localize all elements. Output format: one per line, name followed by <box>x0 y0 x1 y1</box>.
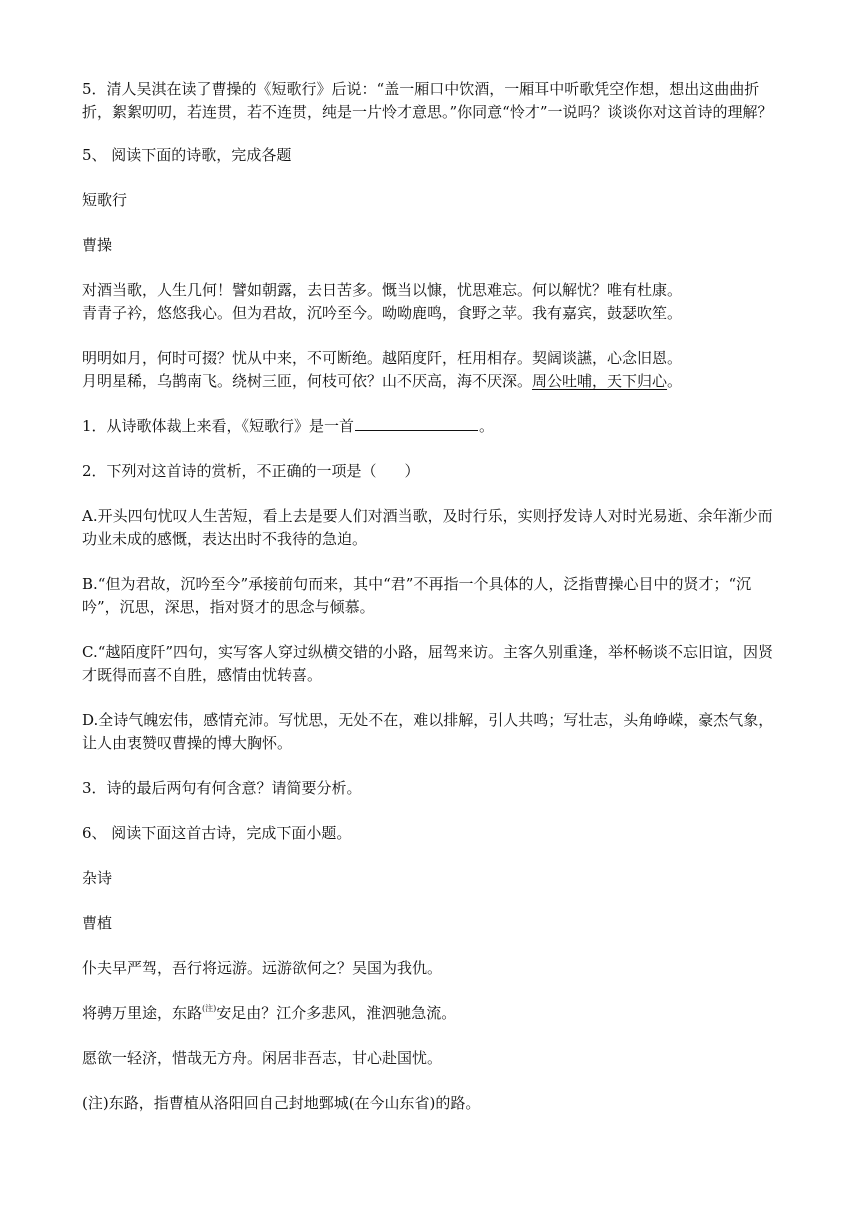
question-1-text: 1．从诗歌体裁上来看，《短歌行》是一首 <box>82 417 355 435</box>
poem-2-line-2 <box>82 1002 782 1025</box>
section-6-heading: 6、 阅读下面这首古诗，完成下面小题。 <box>82 824 352 842</box>
poem-stanza-2-line-1: 明明如月，何时可掇？忧从中来，不可断绝。越陌度阡，枉用相存。契阔谈讌，心念旧恩。 <box>82 349 683 367</box>
poem-stanza-2-line-2 <box>82 370 782 393</box>
underlined-phrase: 周公吐哺，天下归心 <box>532 372 668 390</box>
footnote-marker: (注) <box>202 1004 217 1013</box>
question-5-intro: 5．清人吴淇在读了曹操的《短歌行》后说：“盖一厢口中饮酒，一厢耳中听歌凭空作想，想出这曲曲折折，絮絮叨叨，若连贯，若不连贯，纯是一片怜才意思。”你同意“怜才”一说吗？谈谈你对这首诗的理解？ <box>82 80 773 121</box>
poem-2-line-1: 仆夫早严驾，吾行将远游。远游欲何之？吴国为我仇。 <box>82 959 443 977</box>
question-2-text: 2．下列对这首诗的赏析，不正确的一项是（ <box>82 462 377 480</box>
option-a: A.开头四句忧叹人生苦短，看上去是要人们对酒当歌，及时行乐，实则抒发诗人对时光易逝、余年渐少而功业未成的感慨，表达出时不我待的急迫。 <box>82 507 773 548</box>
poem-text: 月明星稀，乌鹊南飞。绕树三匝，何枝可依？山不厌高，海不厌深。 <box>82 372 533 390</box>
poem-punct: 。 <box>667 372 683 390</box>
section-5-heading: 5、 阅读下面的诗歌，完成各题 <box>82 146 292 164</box>
option-b: B.“但为君故，沉吟至今”承接前句而来，其中“君”不再指一个具体的人，泛指曹操心目中的贤才；“沉吟”，沉思，深思，指对贤才的思念与倾慕。 <box>82 575 752 616</box>
poem-author: 曹操 <box>82 236 113 254</box>
question-2 <box>82 460 782 483</box>
poem-author-2: 曹植 <box>82 914 113 932</box>
question-1-end: 。 <box>479 417 495 435</box>
poem-stanza-1-line-2: 青青子衿，悠悠我心。但为君故，沉吟至今。呦呦鹿鸣，食野之苹。我有嘉宾，鼓瑟吹笙。 <box>82 304 683 322</box>
poem-stanza-1-line-1: 对酒当歌，人生几何！譬如朝露，去日苦多。慨当以慷，忧思难忘。何以解忧？唯有杜康。 <box>82 281 683 299</box>
poem-title: 短歌行 <box>82 191 128 209</box>
question-2-close: ） <box>404 462 420 480</box>
answer-blank[interactable] <box>355 416 478 431</box>
poem-2-text: 将骋万里途，东路 <box>82 1004 203 1022</box>
question-1 <box>82 415 782 438</box>
option-c: C.“越陌度阡”四句，实写客人穿过纵横交错的小路，屈驾来访。主客久别重逢，举杯畅谈不忘旧谊，因贤才既得而喜不自胜，感情由忧转喜。 <box>82 643 774 684</box>
footnote: (注)东路，指曹植从洛阳回自己封地鄄城(在今山东省)的路。 <box>82 1094 481 1112</box>
poem-2-text-cont: 安足由？江介多悲风，淮泗驰急流。 <box>216 1004 457 1022</box>
poem-2-line-3: 愿欲一轻济，惜哉无方舟。闲居非吾志，甘心赴国忧。 <box>82 1049 443 1067</box>
document-page <box>82 78 782 1115</box>
poem-title-2: 杂诗 <box>82 869 113 887</box>
question-3: 3．诗的最后两句有何含意？请简要分析。 <box>82 779 362 797</box>
option-d: D.全诗气魄宏伟，感情充沛。写忧思，无处不在，难以排解，引人共鸣；写壮志，头角峥嵘，豪杰气象，让人由衷赞叹曹操的博大胸怀。 <box>82 711 774 752</box>
